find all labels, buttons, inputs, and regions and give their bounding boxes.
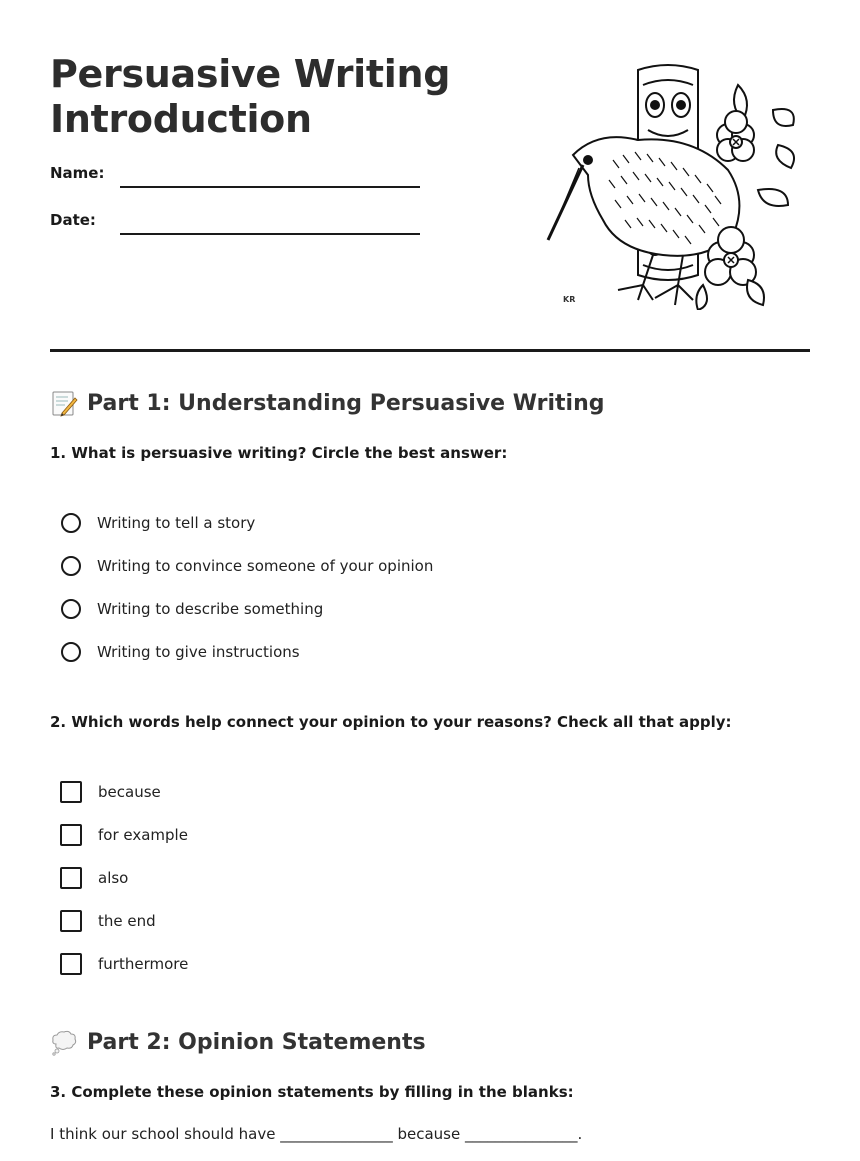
q2-option-4[interactable] — [60, 908, 660, 934]
q1-option-2-label: Writing to convince someone of your opinion — [97, 557, 434, 575]
date-field[interactable] — [50, 211, 430, 241]
part1-heading — [50, 387, 604, 419]
part1-heading-text: Part 1: Understanding Persuasive Writing — [87, 390, 605, 416]
q2-option-2-label: for example — [98, 826, 188, 844]
radio-circle[interactable] — [61, 556, 81, 576]
checkbox[interactable] — [60, 953, 82, 975]
name-field[interactable] — [50, 164, 430, 194]
q2-option-1[interactable] — [60, 779, 660, 805]
q1-option-1-label: Writing to tell a story — [97, 514, 256, 532]
page-title — [50, 52, 510, 142]
title-line-2: Introduction — [50, 97, 312, 141]
q2-option-3[interactable] — [60, 865, 660, 891]
worksheet-page — [50, 0, 810, 1161]
illustration-signature: KR — [563, 295, 576, 304]
memo-pencil-icon — [50, 389, 78, 417]
q1-option-4-label: Writing to give instructions — [97, 643, 300, 661]
radio-circle[interactable] — [61, 513, 81, 533]
q2-option-5[interactable] — [60, 951, 660, 977]
part2-heading — [50, 1026, 426, 1058]
worksheet-header — [50, 52, 810, 312]
checkbox[interactable] — [60, 824, 82, 846]
q1-option-3-label: Writing to describe something — [97, 600, 324, 618]
checkbox[interactable] — [60, 781, 82, 803]
header-divider — [50, 349, 810, 352]
q1-option-4[interactable] — [60, 639, 660, 665]
radio-circle[interactable] — [61, 642, 81, 662]
q1-option-2[interactable] — [60, 553, 660, 579]
q2-option-2[interactable] — [60, 822, 660, 848]
question-1: 1. What is persuasive writing? Circle the best answer: — [50, 444, 508, 462]
date-blank-line[interactable] — [120, 233, 420, 235]
title-line-1: Persuasive Writing — [50, 52, 451, 96]
question-2: 2. Which words help connect your opinion to your reasons? Check all that apply: — [50, 713, 732, 731]
question-3: 3. Complete these opinion statements by filling in the blanks: — [50, 1083, 574, 1101]
part2-heading-text: Part 2: Opinion Statements — [87, 1029, 426, 1055]
name-blank-line[interactable] — [120, 186, 420, 188]
checkbox[interactable] — [60, 910, 82, 932]
q2-option-5-label: furthermore — [98, 955, 189, 973]
q2-option-4-label: the end — [98, 912, 156, 930]
kiwi-bird-illustration — [543, 60, 803, 310]
thought-bubble-icon — [50, 1028, 78, 1056]
opinion-sentence-1[interactable]: I think our school should have _______________ because _______________. — [50, 1125, 583, 1143]
q2-option-1-label: because — [98, 783, 161, 801]
radio-circle[interactable] — [61, 599, 81, 619]
q2-option-3-label: also — [98, 869, 129, 887]
name-label: Name: — [50, 164, 105, 182]
date-label: Date: — [50, 211, 96, 229]
checkbox[interactable] — [60, 867, 82, 889]
q1-option-1[interactable] — [60, 510, 660, 536]
q1-option-3[interactable] — [60, 596, 660, 622]
